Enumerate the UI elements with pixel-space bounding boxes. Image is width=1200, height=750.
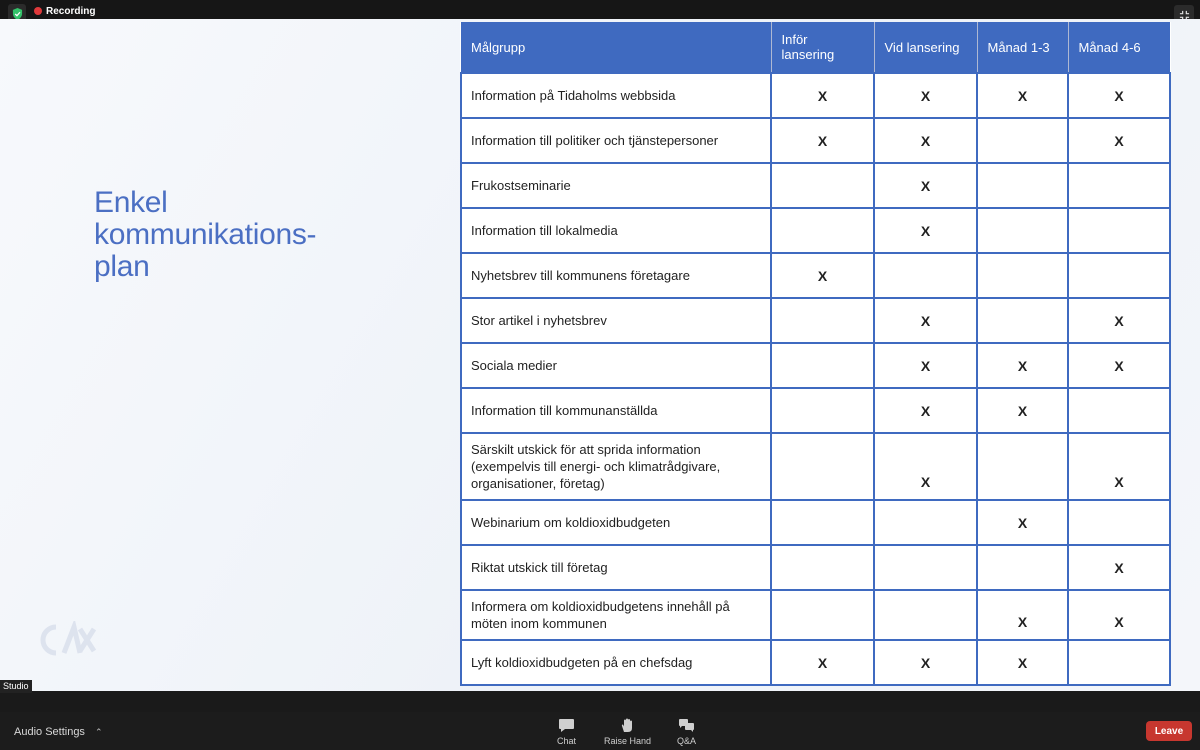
mark-cell [874,545,977,590]
target-group-cell: Sociala medier [461,343,771,388]
column-header: Månad 1-3 [977,22,1068,73]
table-row [461,433,1170,500]
chat-bubble-icon [558,718,575,733]
column-header: Vid lansering [874,22,977,73]
table-body [461,73,1170,685]
chat-button[interactable] [557,718,576,746]
mark-cell [874,590,977,640]
raise-hand-button[interactable] [604,718,651,746]
chat-label: Chat [557,736,577,746]
mark-cell: X [1068,118,1170,163]
mark-cell [771,208,874,253]
meeting-top-bar [0,0,1200,19]
mark-cell: X [977,73,1068,118]
target-group-cell: Information till politiker och tjänstepersoner [461,118,771,163]
table-row [461,208,1170,253]
mark-cell [1068,163,1170,208]
mark-cell: X [874,640,977,685]
mark-cell: X [874,118,977,163]
audio-settings-button[interactable] [14,726,102,738]
mark-cell [771,500,874,545]
mark-cell [771,163,874,208]
mark-cell [874,500,977,545]
table-row [461,343,1170,388]
mark-cell: X [977,500,1068,545]
table-row [461,118,1170,163]
mark-cell [874,253,977,298]
qa-label: Q&A [677,736,697,746]
mark-cell [771,433,874,500]
target-group-cell: Nyhetsbrev till kommunens företagare [461,253,771,298]
target-group-cell: Stor artikel i nyhetsbrev [461,298,771,343]
column-header: Målgrupp [461,22,771,73]
slide-title-line: plan [94,250,150,283]
table-row [461,388,1170,433]
table-row [461,500,1170,545]
target-group-cell: Särskilt utskick för att sprida information (exempelvis till energi- och klimatrådgivare, organisationer, företag) [461,433,771,500]
mark-cell [977,208,1068,253]
mark-cell [977,163,1068,208]
mark-cell: X [771,118,874,163]
slide-title [94,187,316,283]
target-group-cell: Riktat utskick till företag [461,545,771,590]
mark-cell [977,118,1068,163]
mark-cell: X [874,163,977,208]
qa-button[interactable] [677,718,696,746]
target-group-cell: Information på Tidaholms webbsida [461,73,771,118]
mark-cell [1068,640,1170,685]
mark-cell [771,343,874,388]
mark-cell: X [977,343,1068,388]
target-group-cell: Information till lokalmedia [461,208,771,253]
raise-hand-label: Raise Hand [604,736,652,746]
slide-title-line: kommunikations- [94,218,317,251]
mark-cell: X [977,590,1068,640]
table-header-row [461,22,1170,73]
mark-cell: X [977,388,1068,433]
table-row [461,73,1170,118]
qa-bubbles-icon [678,718,695,733]
meeting-toolbar [0,712,1200,750]
table-row [461,640,1170,685]
mark-cell [977,298,1068,343]
column-header: Månad 4-6 [1068,22,1170,73]
target-group-cell: Webinarium om koldioxidbudgeten [461,500,771,545]
mark-cell [977,433,1068,500]
mark-cell [771,590,874,640]
target-group-cell: Lyft koldioxidbudgeten på en chefsdag [461,640,771,685]
table-row [461,590,1170,640]
communication-plan-table [460,22,1171,686]
column-header: Inför lansering [771,22,874,73]
mark-cell: X [771,253,874,298]
studio-label: Studio [0,680,32,693]
mark-cell [771,545,874,590]
mark-cell [1068,253,1170,298]
mark-cell: X [874,73,977,118]
target-group-cell: Frukostseminarie [461,163,771,208]
recording-indicator[interactable] [34,4,95,18]
mark-cell: X [874,343,977,388]
mark-cell [771,388,874,433]
caret-up-icon[interactable]: ⌃ [94,726,103,737]
slide-title-line: Enkel [94,186,168,219]
recording-label: Recording [46,5,96,17]
mark-cell: X [1068,433,1170,500]
mark-cell: X [771,73,874,118]
logo-watermark-icon [36,621,96,659]
mark-cell: X [874,208,977,253]
mark-cell: X [1068,590,1170,640]
mark-cell [1068,388,1170,433]
recording-dot-icon [34,7,42,15]
table-row [461,253,1170,298]
mark-cell: X [874,298,977,343]
mark-cell [1068,500,1170,545]
table-row [461,545,1170,590]
mark-cell: X [1068,545,1170,590]
mark-cell: X [874,388,977,433]
mark-cell: X [771,640,874,685]
mark-cell: X [1068,298,1170,343]
audio-settings-label: Audio Settings [14,726,85,738]
mark-cell: X [1068,343,1170,388]
shared-slide [0,19,1200,691]
mark-cell: X [977,640,1068,685]
target-group-cell: Informera om koldioxidbudgetens innehåll på möten inom kommunen [461,590,771,640]
hand-icon [619,718,636,733]
mark-cell: X [874,433,977,500]
mark-cell [977,253,1068,298]
mark-cell [977,545,1068,590]
target-group-cell: Information till kommunanställda [461,388,771,433]
leave-button[interactable]: Leave [1146,721,1192,741]
mark-cell [771,298,874,343]
table-row [461,163,1170,208]
mark-cell: X [1068,73,1170,118]
mark-cell [1068,208,1170,253]
table-row [461,298,1170,343]
